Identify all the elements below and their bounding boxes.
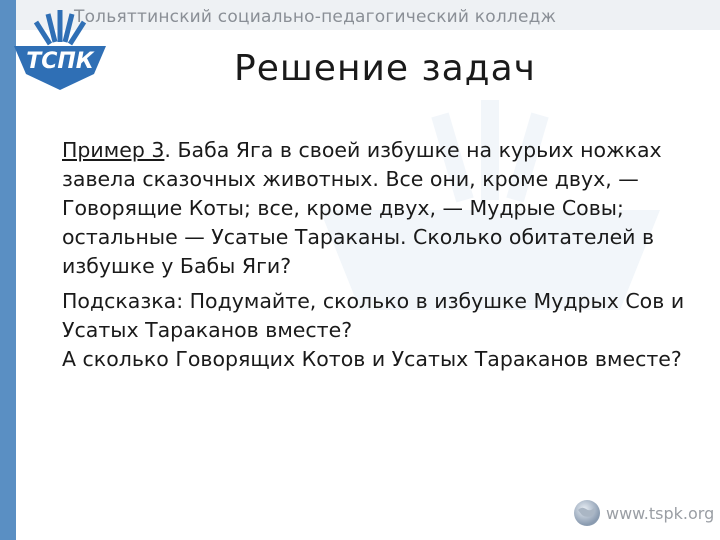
svg-text:TCПК: TCПК xyxy=(26,49,94,74)
example-text: . Баба Яга в своей избушке на курьих ножках завела сказочных животных. Все они, кроме двух, — Говорящие Коты; все, кроме двух, — Мудрые Совы; остальные — Усатые Тараканы. Сколько обитателей в избушке у Бабы Яги? xyxy=(62,138,662,278)
globe-icon xyxy=(572,498,602,528)
hint-line-1: Подумайте, сколько в избушке Мудрых Сов и Усатых Тараканов вместе? xyxy=(62,289,685,342)
slide-title: Решение задач xyxy=(234,48,536,89)
hint-label: Подсказка xyxy=(62,289,177,313)
footer xyxy=(572,498,715,534)
example-paragraph xyxy=(62,136,702,281)
site-url[interactable]: www.tspk.org xyxy=(606,504,715,523)
hint-colon: : xyxy=(176,289,184,313)
hint-line-2: А сколько Говорящих Котов и Усатых Тараканов вместе? xyxy=(62,347,682,371)
slide-content xyxy=(62,136,702,380)
hint-paragraph xyxy=(62,287,702,374)
example-label: Пример 3 xyxy=(62,138,165,162)
college-name: Тольяттинский социально-педагогический колледж xyxy=(74,7,557,27)
